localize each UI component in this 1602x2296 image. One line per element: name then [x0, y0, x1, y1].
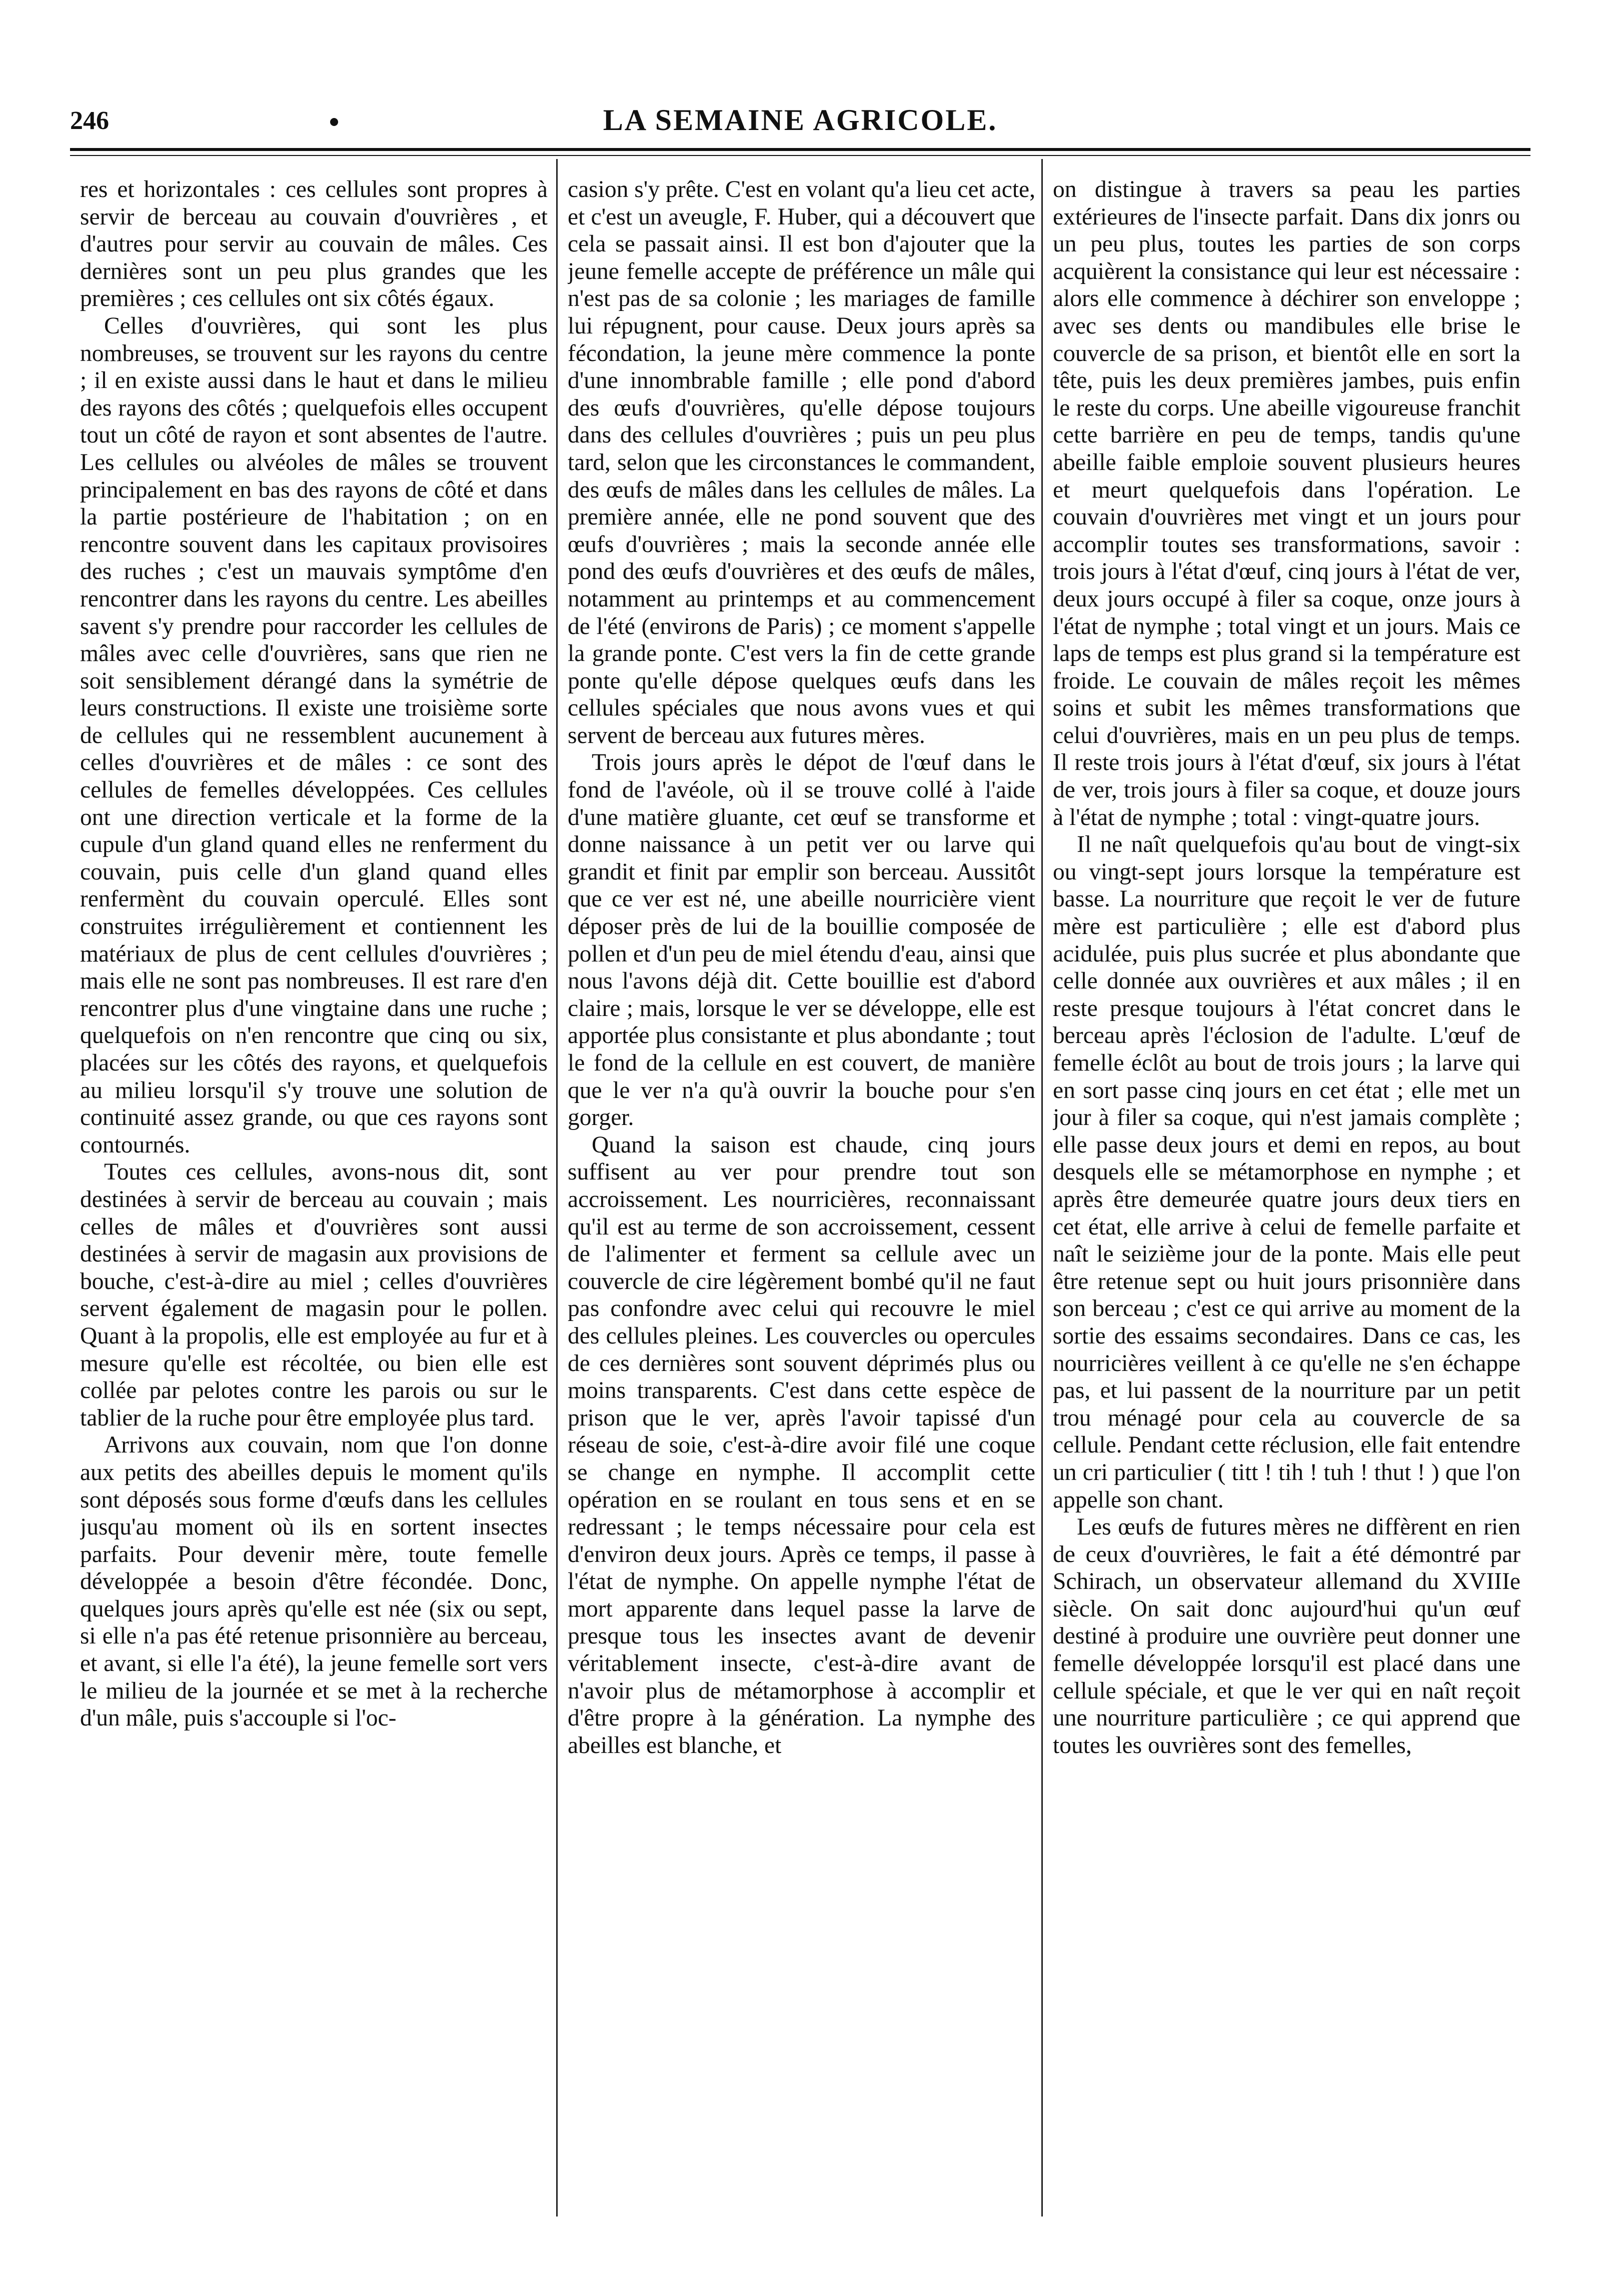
column-divider [556, 159, 558, 2216]
paragraph: Quand la saison est chaude, cinq jours suffisent au ver pour prendre tout son accroissement. Les nourricières, reconnaissant qu'il est au terme de son accroissement, cessent de l'alimenter et ferment sa cellule avec un couvercle de cire légèrement bombé qu'il ne faut pas confondre avec celui qui recouvre le miel des cellules pleines. Les couvercles ou opercules de ces dernières sont souvent déprimés plus ou moins transparents. C'est dans cette espèce de prison que le ver, après l'avoir tapissé d'un réseau de soie, c'est-à-dire avoir filé une coque se change en nymphe. Il accomplit cette opération en se roulant en tous sens et en se redressant ; le temps nécessaire pour cela est d'environ deux jours. Après ce temps, il passe à l'état de nymphe. On appelle nymphe l'état de mort apparente dans lequel passe la larve de presque tous les insectes avant de devenir véritablement insecte, c'est-à-dire avant de n'avoir plus de métamorphose à accomplir et d'être propre à la génération. La nymphe des abeilles est blanche, et [568, 1132, 1035, 1758]
paragraph: Celles d'ouvrières, qui sont les plus nombreuses, se trouvent sur les rayons du centre ; il en existe aussi dans le haut et dans le milieu des rayons des côtés ; quelquefois elles occupent tout un côté de rayon et sont absentes de l'autre. Les cellules ou alvéoles de mâles se trouvent principalement en bas des rayons de côté et dans la partie postérieure de l'habitation ; on en rencontre souvent dans les capitaux provisoires des ruches ; c'est un mauvais symptôme d'en rencontrer dans les rayons du centre. Les abeilles savent s'y prendre pour raccorder les cellules de mâles avec celle d'ouvrières, sans que rien ne soit sensiblement dérangé dans la symétrie de leurs constructions. Il existe une troisième sorte de cellules qui ne ressemblent aucunement à celles d'ouvrières et de mâles : ce sont des cellules de femelles développées. Ces cellules ont une direction verticale et la forme de la cupule d'un gland quand elles ne renferment du couvain, puis celle d'un gland quand elles renfermènt du couvain operculé. Elles sont construites irrégulièrement et contiennent les matériaux de plus de cent cellules d'ouvrières ; mais elle ne sont pas nombreuses. Il est rare d'en rencontrer plus d'une vingtaine dans une ruche ; quelquefois on n'en rencontre que cinq ou six, placées sur les côtés des rayons, et quelquefois au milieu lorsqu'il s'y trouve une solution de continuité assez grande, ou que ces rayons sont contournés. [80, 312, 548, 1158]
paragraph: on distingue à travers sa peau les parties extérieures de l'insecte parfait. Dans dix jonrs ou un peu plus, toutes les parties de son corps acquièrent la consistance qui leur est nécessaire : alors elle commence à déchirer son enveloppe ; avec ses dents ou mandibules elle brise le couvercle de sa prison, et bientôt elle en sort la tête, puis les deux premières jambes, puis enfin le reste du corps. Une abeille vigoureuse franchit cette barrière en peu de temps, tandis qu'une abeille faible emploie souvent plusieurs heures et meurt quelquefois dans l'opération. Le couvain d'ouvrières met vingt et un jours pour accomplir toutes ses transformations, savoir : trois jours à l'état d'œuf, cinq jours à l'état de ver, deux jours occupé à filer sa coque, onze jours à l'état de nymphe ; total vingt et un jours. Mais ce laps de temps est plus grand si la température est froide. Le couvain de mâles reçoit les mêmes soins et subit les mêmes transformations que celui d'ouvrières, mais en un peu plus de temps. Il reste trois jours à l'état d'œuf, six jours à l'état de ver, trois jours à filer sa coque, et douze jours à l'état de nymphe ; total : vingt-quatre jours. [1053, 176, 1520, 830]
page-number: 246 [70, 106, 109, 135]
paragraph: Les œufs de futures mères ne diffèrent en rien de ceux d'ouvrières, le fait a été démontré par Schirach, un observateur allemand du XVIIIe siècle. On sait donc aujourd'hui qu'un œuf destiné à produire une ouvrière peut donner une femelle développée lorsqu'il est placé dans une cellule spéciale, et que le ver qui en naît reçoit une nourriture particulière ; ce qui apprend que toutes les ouvrières sont des femelles, [1053, 1514, 1520, 1758]
header-rule-thin [70, 155, 1530, 156]
text-column-1 [80, 176, 548, 2206]
text-column-3 [1053, 176, 1520, 2206]
header-rule-thick [70, 148, 1530, 151]
journal-title: LA SEMAINE AGRICOLE. [603, 104, 998, 136]
text-column-2 [568, 176, 1035, 2206]
column-divider [1041, 159, 1043, 2216]
page-header [70, 103, 1530, 145]
paragraph: res et horizontales : ces cellules sont propres à servir de berceau au couvain d'ouvrières , et d'autres pour servir au couvain de mâles. Ces dernières sont un peu plus grandes que les premières ; ces cellules ont six côtés égaux. [80, 176, 548, 312]
paragraph: casion s'y prête. C'est en volant qu'a lieu cet acte, et c'est un aveugle, F. Huber, qui a découvert que cela se passait ainsi. Il est bon d'ajouter que la jeune femelle accepte de préférence un mâle qui n'est pas de sa colonie ; les mariages de famille lui répugnent, pour cause. Deux jours après sa fécondation, la jeune mère commence la ponte d'une innombrable famille ; elle pond d'abord des œufs d'ouvrières, qu'elle dépose toujours dans des cellules d'ouvrières ; puis un peu plus tard, selon que les circonstances le commandent, des œufs de mâles dans les cellules de mâles. La première année, elle ne pond souvent que des œufs d'ouvrières ; mais la seconde année elle pond des œufs d'ouvrières et des œufs de mâles, notamment au printemps et au commencement de l'été (environs de Paris) ; ce moment s'appelle la grande ponte. C'est vers la fin de cette grande ponte qu'elle dépose quelques œufs dans les cellules spéciales que nous avons vues et qui servent de berceau aux futures mères. [568, 176, 1035, 748]
paragraph: Trois jours après le dépot de l'œuf dans le fond de l'avéole, où il se trouve collé à l'aide d'une matière gluante, cet œuf se transforme et donne naissance à un petit ver ou larve qui grandit et finit par emplir son berceau. Aussitôt que ce ver est né, une abeille nourricière vient déposer près de lui de la bouillie composée de pollen et d'un peu de miel étendu d'eau, ainsi que nous l'avons déjà dit. Cette bouillie est d'abord claire ; mais, lorsque le ver se développe, elle est apportée plus consistante et plus abondante ; tout le fond de la cellule en est couvert, de manière que le ver n'a qu'à ouvrir la bouche pour s'en gorger. [568, 750, 1035, 1131]
paragraph: Arrivons aux couvain, nom que l'on donne aux petits des abeilles depuis le moment qu'ils sont déposés sous forme d'œufs dans les cellules jusqu'au moment où ils en sortent insectes parfaits. Pour devenir mère, toute femelle développée a besoin d'être fécondée. Donc, quelques jours après qu'elle est née (six ou sept, si elle n'a pas été retenue prisonnière au berceau, et avant, si elle l'a été), la jeune femelle sort vers le milieu de la journée et se met à la recherche d'un mâle, puis s'accouple si l'oc- [80, 1432, 548, 1732]
paragraph: Toutes ces cellules, avons-nous dit, sont destinées à servir de berceau au couvain ; mais celles de mâles et d'ouvrières sont aussi destinées à servir de magasin aux provisions de bouche, c'est-à-dire au miel ; celles d'ouvrières servent également de magasin pour le pollen. Quant à la propolis, elle est employée au fur et à mesure qu'elle est récoltée, ou bien elle est collée par pelotes contre les parois ou sur le tablier de la ruche pour être employée plus tard. [80, 1159, 548, 1431]
paragraph: Il ne naît quelquefois qu'au bout de vingt-six ou vingt-sept jours lorsque la température est basse. La nourriture que reçoit le ver de future mère est particulière ; elle est d'abord plus acidulée, puis plus sucrée et plus abondante que celle donnée aux ouvrières et aux mâles ; il en reste presque toujours à l'état concret dans le berceau après l'éclosion de l'adulte. L'œuf de femelle éclôt au bout de trois jours ; la larve qui en sort passe cinq jours en cet état ; elle met un jour à filer sa coque, qui n'est jamais complète ; elle passe deux jours et demi en repos, au bout desquels elle se métamorphose en nymphe ; et après être demeurée quatre jours deux tiers en cet état, elle arrive à celui de femelle parfaite et naît le seizième jour de la ponte. Mais elle peut être retenue sept ou huit jours prisonnière dans son berceau ; c'est ce qui arrive au moment de la sortie des essaims secondaires. Dans ce cas, les nourricières veillent à ce qu'elle ne s'en échappe pas, et lui passent de la nourriture par un petit trou ménagé pour cela au couvercle de sa cellule. Pendant cette réclusion, elle fait entendre un cri particulier ( titt ! tih ! tuh ! thut ! ) que l'on appelle son chant. [1053, 832, 1520, 1513]
